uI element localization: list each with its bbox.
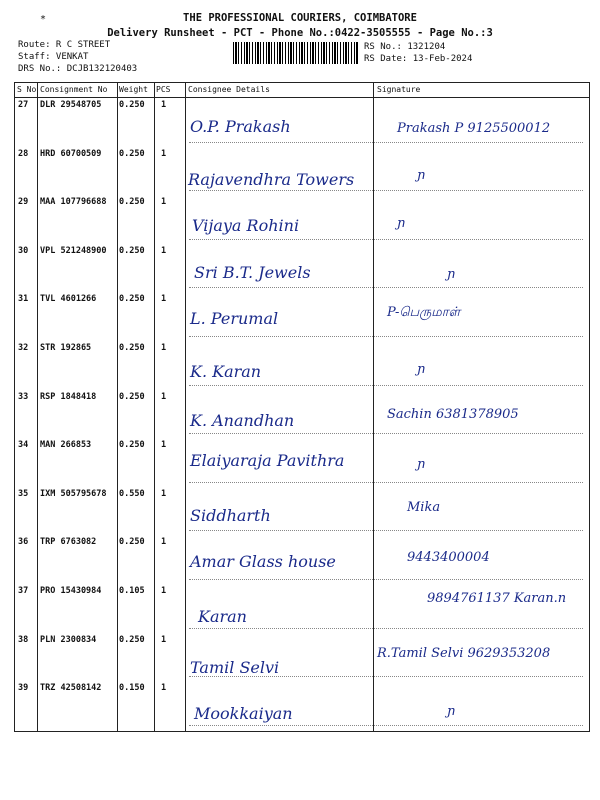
- row-weight: 0.250: [119, 391, 145, 402]
- row-pcs: 1: [161, 634, 167, 645]
- row-consignment-no: TVL 4601266: [40, 294, 97, 305]
- row-guide-line: [189, 725, 583, 726]
- row-consignment-no: DLR 29548705: [40, 100, 102, 110]
- row-sno: 30: [18, 245, 29, 256]
- recipient-signature: ɲ: [447, 704, 456, 720]
- header-divider: [15, 97, 589, 98]
- row-sno: 38: [18, 634, 29, 645]
- row-guide-line: [189, 628, 583, 629]
- row-guide-line: [189, 676, 583, 677]
- consignee-name: Elaiyaraja Pavithra: [190, 451, 345, 471]
- row-guide-line: [189, 385, 583, 386]
- row-guide-line: [189, 239, 583, 240]
- row-guide-line: [189, 287, 583, 288]
- consignee-name: Mookkaiyan: [194, 704, 293, 724]
- header-consignee: Consignee Details: [188, 85, 270, 94]
- column-divider: [37, 83, 38, 731]
- recipient-signature: ɲ: [417, 362, 426, 377]
- row-weight: 0.250: [119, 343, 145, 353]
- route-label: Route: R C STREET: [18, 40, 111, 50]
- row-weight: 0.250: [119, 148, 145, 159]
- row-sno: 33: [18, 391, 29, 402]
- row-consignment-no: MAA 107796688: [40, 197, 107, 208]
- row-pcs: 1: [161, 683, 167, 694]
- column-divider: [373, 83, 374, 731]
- row-sno: 36: [18, 537, 29, 548]
- recipient-signature: Prakash P 9125500012: [397, 121, 551, 136]
- row-guide-line: [189, 142, 583, 143]
- row-sno: 28: [18, 148, 29, 159]
- row-pcs: 1: [161, 440, 167, 451]
- header-consignment: Consignment No: [40, 85, 108, 94]
- row-consignment-no: MAN 266853: [40, 440, 92, 451]
- row-guide-line: [189, 482, 583, 483]
- row-consignment-no: IXM 505795678: [40, 488, 107, 499]
- recipient-signature: P-பெருமாள்: [387, 305, 461, 321]
- row-sno: 35: [18, 488, 29, 499]
- row-weight: 0.250: [119, 440, 145, 451]
- row-sno: 34: [18, 440, 29, 451]
- rs-date: RS Date: 13-Feb-2024: [364, 54, 473, 64]
- row-weight: 0.105: [119, 586, 145, 596]
- runsheet-table: [14, 82, 590, 732]
- barcode: [233, 42, 359, 64]
- consignee-name: O.P. Prakash: [190, 117, 291, 136]
- column-divider: [117, 83, 118, 731]
- row-weight: 0.150: [119, 683, 145, 694]
- row-pcs: 1: [161, 343, 167, 353]
- consignee-name: Karan: [198, 607, 247, 626]
- company-name: THE PROFESSIONAL COURIERS, COIMBATORE: [183, 12, 417, 24]
- row-pcs: 1: [161, 294, 167, 305]
- consignee-name: Amar Glass house: [190, 552, 336, 572]
- header-signature: Signature: [377, 85, 421, 94]
- row-pcs: 1: [161, 148, 167, 159]
- consignee-name: Vijaya Rohini: [192, 216, 300, 236]
- row-guide-line: [189, 190, 583, 191]
- consignee-name: Sri B.T. Jewels: [194, 262, 311, 282]
- row-sno: 32: [18, 343, 29, 353]
- recipient-signature: R.Tamil Selvi 9629353208: [377, 645, 551, 661]
- row-sno: 31: [18, 294, 29, 305]
- recipient-signature: Mika: [407, 499, 441, 515]
- row-guide-line: [189, 336, 583, 337]
- consignee-name: K. Karan: [190, 362, 262, 381]
- row-sno: 27: [18, 100, 29, 110]
- row-pcs: 1: [161, 488, 167, 499]
- row-pcs: 1: [161, 245, 167, 256]
- column-divider: [185, 83, 186, 731]
- row-pcs: 1: [161, 586, 167, 596]
- row-consignment-no: STR 192865: [40, 343, 92, 353]
- recipient-signature: ɲ: [417, 457, 426, 473]
- row-consignment-no: RSP 1848418: [40, 391, 97, 402]
- row-weight: 0.250: [119, 634, 145, 645]
- row-weight: 0.250: [119, 100, 145, 110]
- rs-number: RS No.: 1321204: [364, 42, 446, 52]
- consignee-name: Tamil Selvi: [190, 657, 280, 677]
- consignee-name: L. Perumal: [190, 309, 279, 329]
- row-consignment-no: TRP 6763082: [40, 537, 97, 548]
- row-pcs: 1: [161, 391, 167, 402]
- row-guide-line: [189, 433, 583, 434]
- row-weight: 0.550: [119, 488, 145, 499]
- recipient-signature: 9443400004: [407, 550, 490, 566]
- row-sno: 37: [18, 586, 29, 596]
- consignee-name: Siddharth: [190, 505, 271, 525]
- recipient-signature: Sachin 6381378905: [387, 406, 519, 422]
- recipient-signature: ɲ: [447, 266, 456, 282]
- row-consignment-no: VPL 521248900: [40, 245, 107, 256]
- corner-mark: *: [40, 14, 47, 25]
- row-weight: 0.250: [119, 537, 145, 548]
- row-pcs: 1: [161, 197, 167, 208]
- header-pcs: PCS: [156, 85, 171, 94]
- row-weight: 0.250: [119, 197, 145, 208]
- row-weight: 0.250: [119, 245, 145, 256]
- row-consignment-no: PRO 15430984: [40, 586, 102, 596]
- row-guide-line: [189, 579, 583, 580]
- header-weight: Weight: [119, 85, 148, 94]
- header-sno: S No: [17, 85, 37, 94]
- staff-label: Staff: VENKAT: [18, 52, 89, 62]
- drs-number: DRS No.: DCJB132120403: [18, 64, 138, 74]
- row-consignment-no: PLN 2300834: [40, 634, 97, 645]
- row-consignment-no: HRD 60700509: [40, 148, 102, 159]
- row-weight: 0.250: [119, 294, 145, 305]
- row-sno: 39: [18, 683, 29, 694]
- row-guide-line: [189, 530, 583, 531]
- recipient-signature: ɲ: [397, 216, 406, 232]
- row-pcs: 1: [161, 100, 167, 110]
- column-divider: [154, 83, 155, 731]
- recipient-signature: ɲ: [417, 167, 426, 183]
- runsheet-title: Delivery Runsheet - PCT - Phone No.:0422-3505555 - Page No.:3: [107, 27, 493, 39]
- consignee-name: K. Anandhan: [190, 410, 295, 430]
- consignee-name: Rajavendhra Towers: [188, 169, 355, 189]
- row-pcs: 1: [161, 537, 167, 548]
- recipient-signature: 9894761137 Karan.n: [427, 591, 567, 606]
- row-consignment-no: TRZ 42508142: [40, 683, 102, 694]
- row-sno: 29: [18, 197, 29, 208]
